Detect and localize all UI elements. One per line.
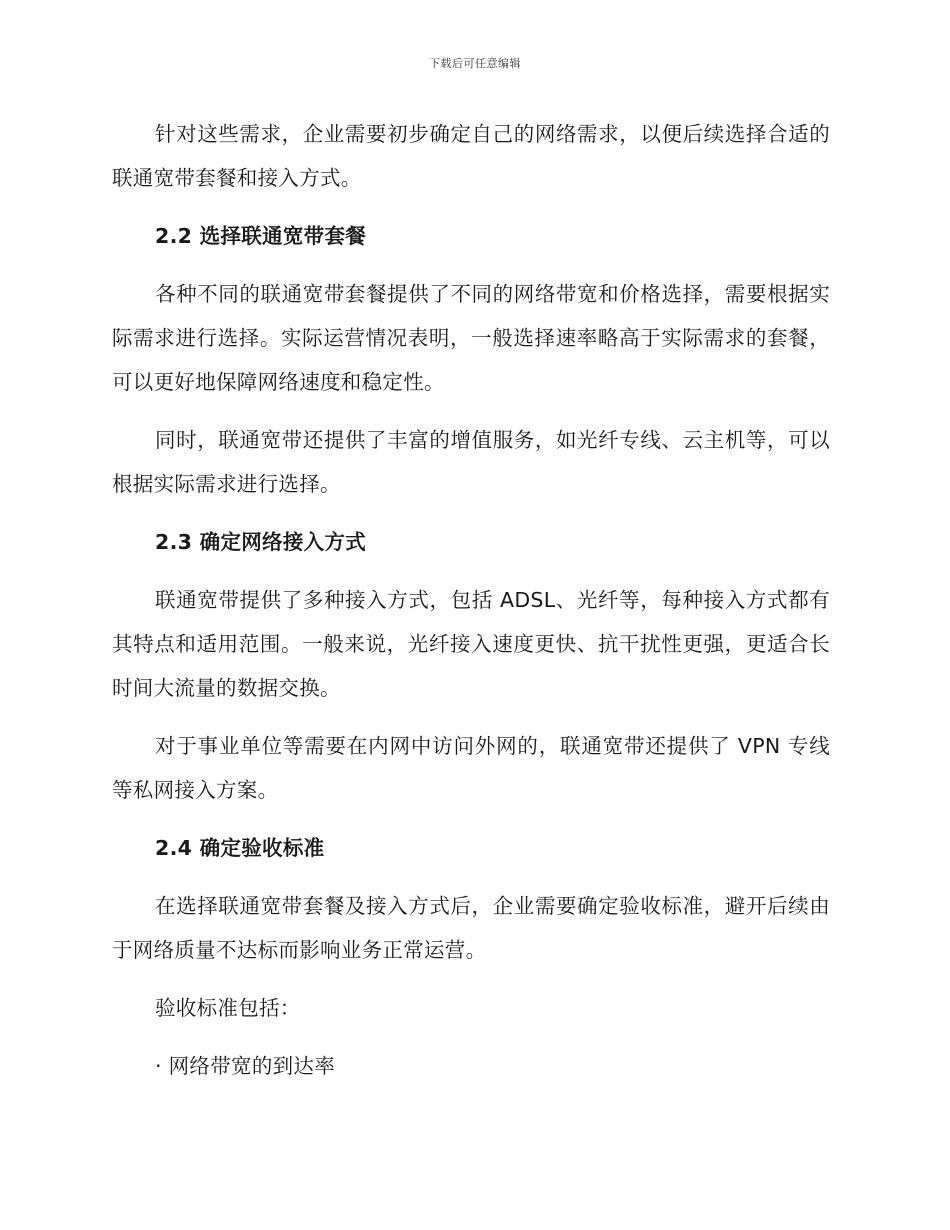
section-heading-2-2: 2.2 选择联通宽带套餐: [155, 224, 367, 248]
paragraph-value-added-services: 同时，联通宽带还提供了丰富的增值服务，如光纤专线、云主机等，可以根据实际需求进行选择。: [112, 428, 830, 496]
header-note: 下载后可任意编辑: [429, 57, 521, 70]
paragraph-needs-summary: 针对这些需求，企业需要初步确定自己的网络需求，以便后续选择合适的联通宽带套餐和接入方式。: [112, 122, 830, 190]
paragraph-access-methods: 联通宽带提供了多种接入方式，包括 ADSL、光纤等，每种接入方式都有其特点和适用范围。一般来说，光纤接入速度更快、抗干扰性更强，更适合长时间大流量的数据交换。: [112, 588, 830, 700]
list-item-bandwidth-rate: · 网络带宽的到达率: [155, 1054, 336, 1078]
paragraph-acceptance-criteria: 在选择联通宽带套餐及接入方式后，企业需要确定验收标准，避开后续由于网络质量不达标而影响业务正常运营。: [112, 894, 830, 962]
paragraph-criteria-intro: 验收标准包括：: [155, 996, 301, 1020]
paragraph-vpn-access: 对于事业单位等需要在内网中访问外网的，联通宽带还提供了 VPN 专线等私网接入方案。: [112, 734, 830, 802]
document-body: [112, 112, 830, 1102]
section-heading-2-3: 2.3 确定网络接入方式: [155, 530, 367, 554]
section-heading-2-4: 2.4 确定验收标准: [155, 836, 325, 860]
paragraph-package-choice: 各种不同的联通宽带套餐提供了不同的网络带宽和价格选择，需要根据实际需求进行选择。实际运营情况表明，一般选择速率略高于实际需求的套餐，可以更好地保障网络速度和稳定性。: [112, 282, 830, 394]
